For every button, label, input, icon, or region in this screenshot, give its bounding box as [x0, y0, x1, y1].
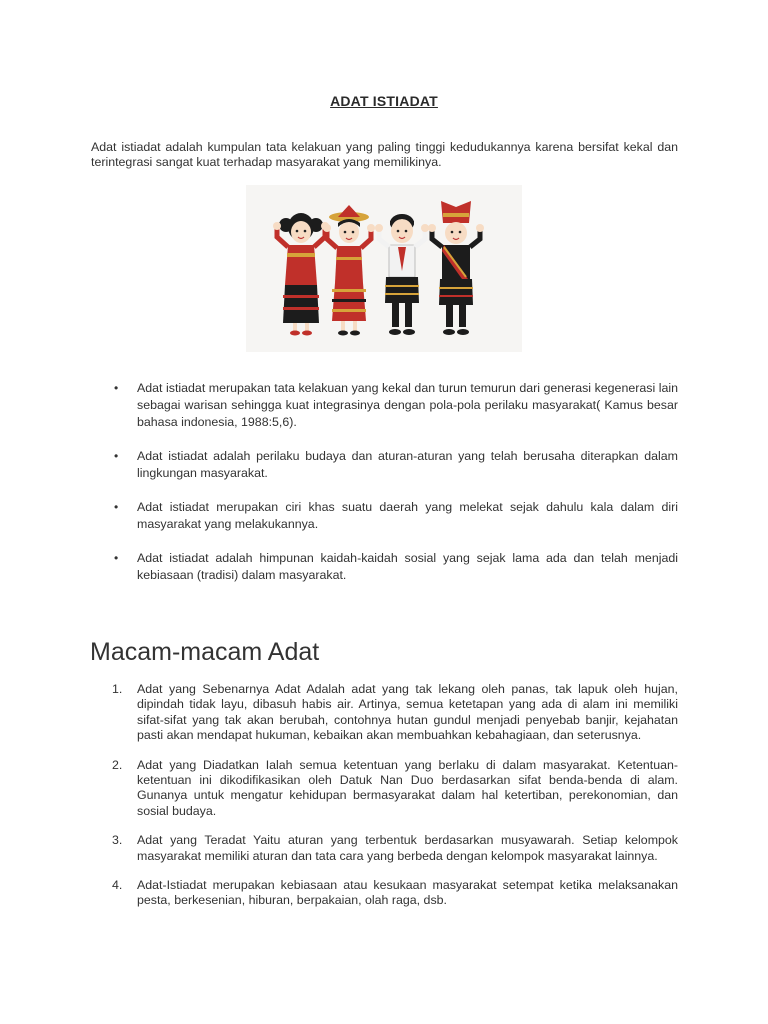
document-title: ADAT ISTIADAT: [330, 93, 438, 109]
traditional-costume-illustration: [246, 185, 522, 352]
list-item: • Adat istiadat adalah himpunan kaidah-kaidah sosial yang sejak lama ada dan telah menjadi kebiasaan (tradisi) dalam masyarakat.: [114, 551, 678, 582]
adat-types-numbered-list: [91, 682, 678, 923]
list-item: 3. Adat yang Teradat Yaitu aturan yang terbentuk berdasarkan musyawarah. Setiap kelompok masyarakat memiliki aturan dan tata cara yang berbeda dengan kelompok masyarakat lainnya.: [112, 833, 678, 863]
bullet-icon: •: [114, 500, 119, 514]
definition-bullet-list: [91, 380, 678, 601]
children-in-traditional-clothes-icon: [246, 185, 522, 352]
intro-paragraph: Adat istiadat adalah kumpulan tata kelakuan yang paling tinggi kedudukannya karena bersifat kekal dan terintegrasi sangat kuat terhadap masyarakat yang memilikinya.: [91, 140, 678, 169]
bullet-icon: •: [114, 551, 119, 565]
section-heading: Macam-macam Adat: [90, 638, 320, 666]
list-item: 2. Adat yang Diadatkan Ialah semua ketentuan yang berlaku di dalam masyarakat. Ketentuan-ketentuan ini dikodifikasikan oleh Datuk Nan Duo berdasarkan sifat benda-benda di alam. Gunanya untuk mengatur kehidupan bermasyarakat dalam hal ketertiban, perekonomian, dan sosial budaya.: [112, 757, 678, 818]
list-item: • Adat istiadat adalah perilaku budaya dan aturan-aturan yang telah berusaha diterapkan dalam lingkungan masyarakat.: [114, 449, 678, 480]
list-item: • Adat istiadat merupakan tata kelakuan yang kekal dan turun temurun dari generasi kegenerasi lain sebagai warisan sehingga kuat integrasinya dengan pola-pola perilaku masyarakat( Kamus besar bahasa indonesia, 1988:5,6).: [114, 381, 678, 429]
bullet-icon: •: [114, 381, 119, 395]
bullet-icon: •: [114, 449, 119, 463]
list-item: • Adat istiadat merupakan ciri khas suatu daerah yang melekat sejak dahulu kala dalam diri masyarakat yang melakukannya.: [114, 500, 678, 531]
list-item: 4. Adat-Istiadat merupakan kebiasaan atau kesukaan masyarakat setempat ketika melaksanakan pesta, berkesenian, hiburan, berpakaian, olah raga, dsb.: [112, 878, 678, 908]
list-item: 1. Adat yang Sebenarnya Adat Adalah adat yang tak lekang oleh panas, tak lapuk oleh hujan, dipindah tidak layu, dibasuh habis air. Artinya, semua ketetapan yang ada di alam ini memiliki sifat-sifat yang tak akan berubah, contohnya hutan gundul menjadi penyebab banjir, kejahatan pasti akan mendapat hukuman, kebaikan akan membuahkan kebahagiaan, dan seterusnya.: [112, 682, 678, 743]
